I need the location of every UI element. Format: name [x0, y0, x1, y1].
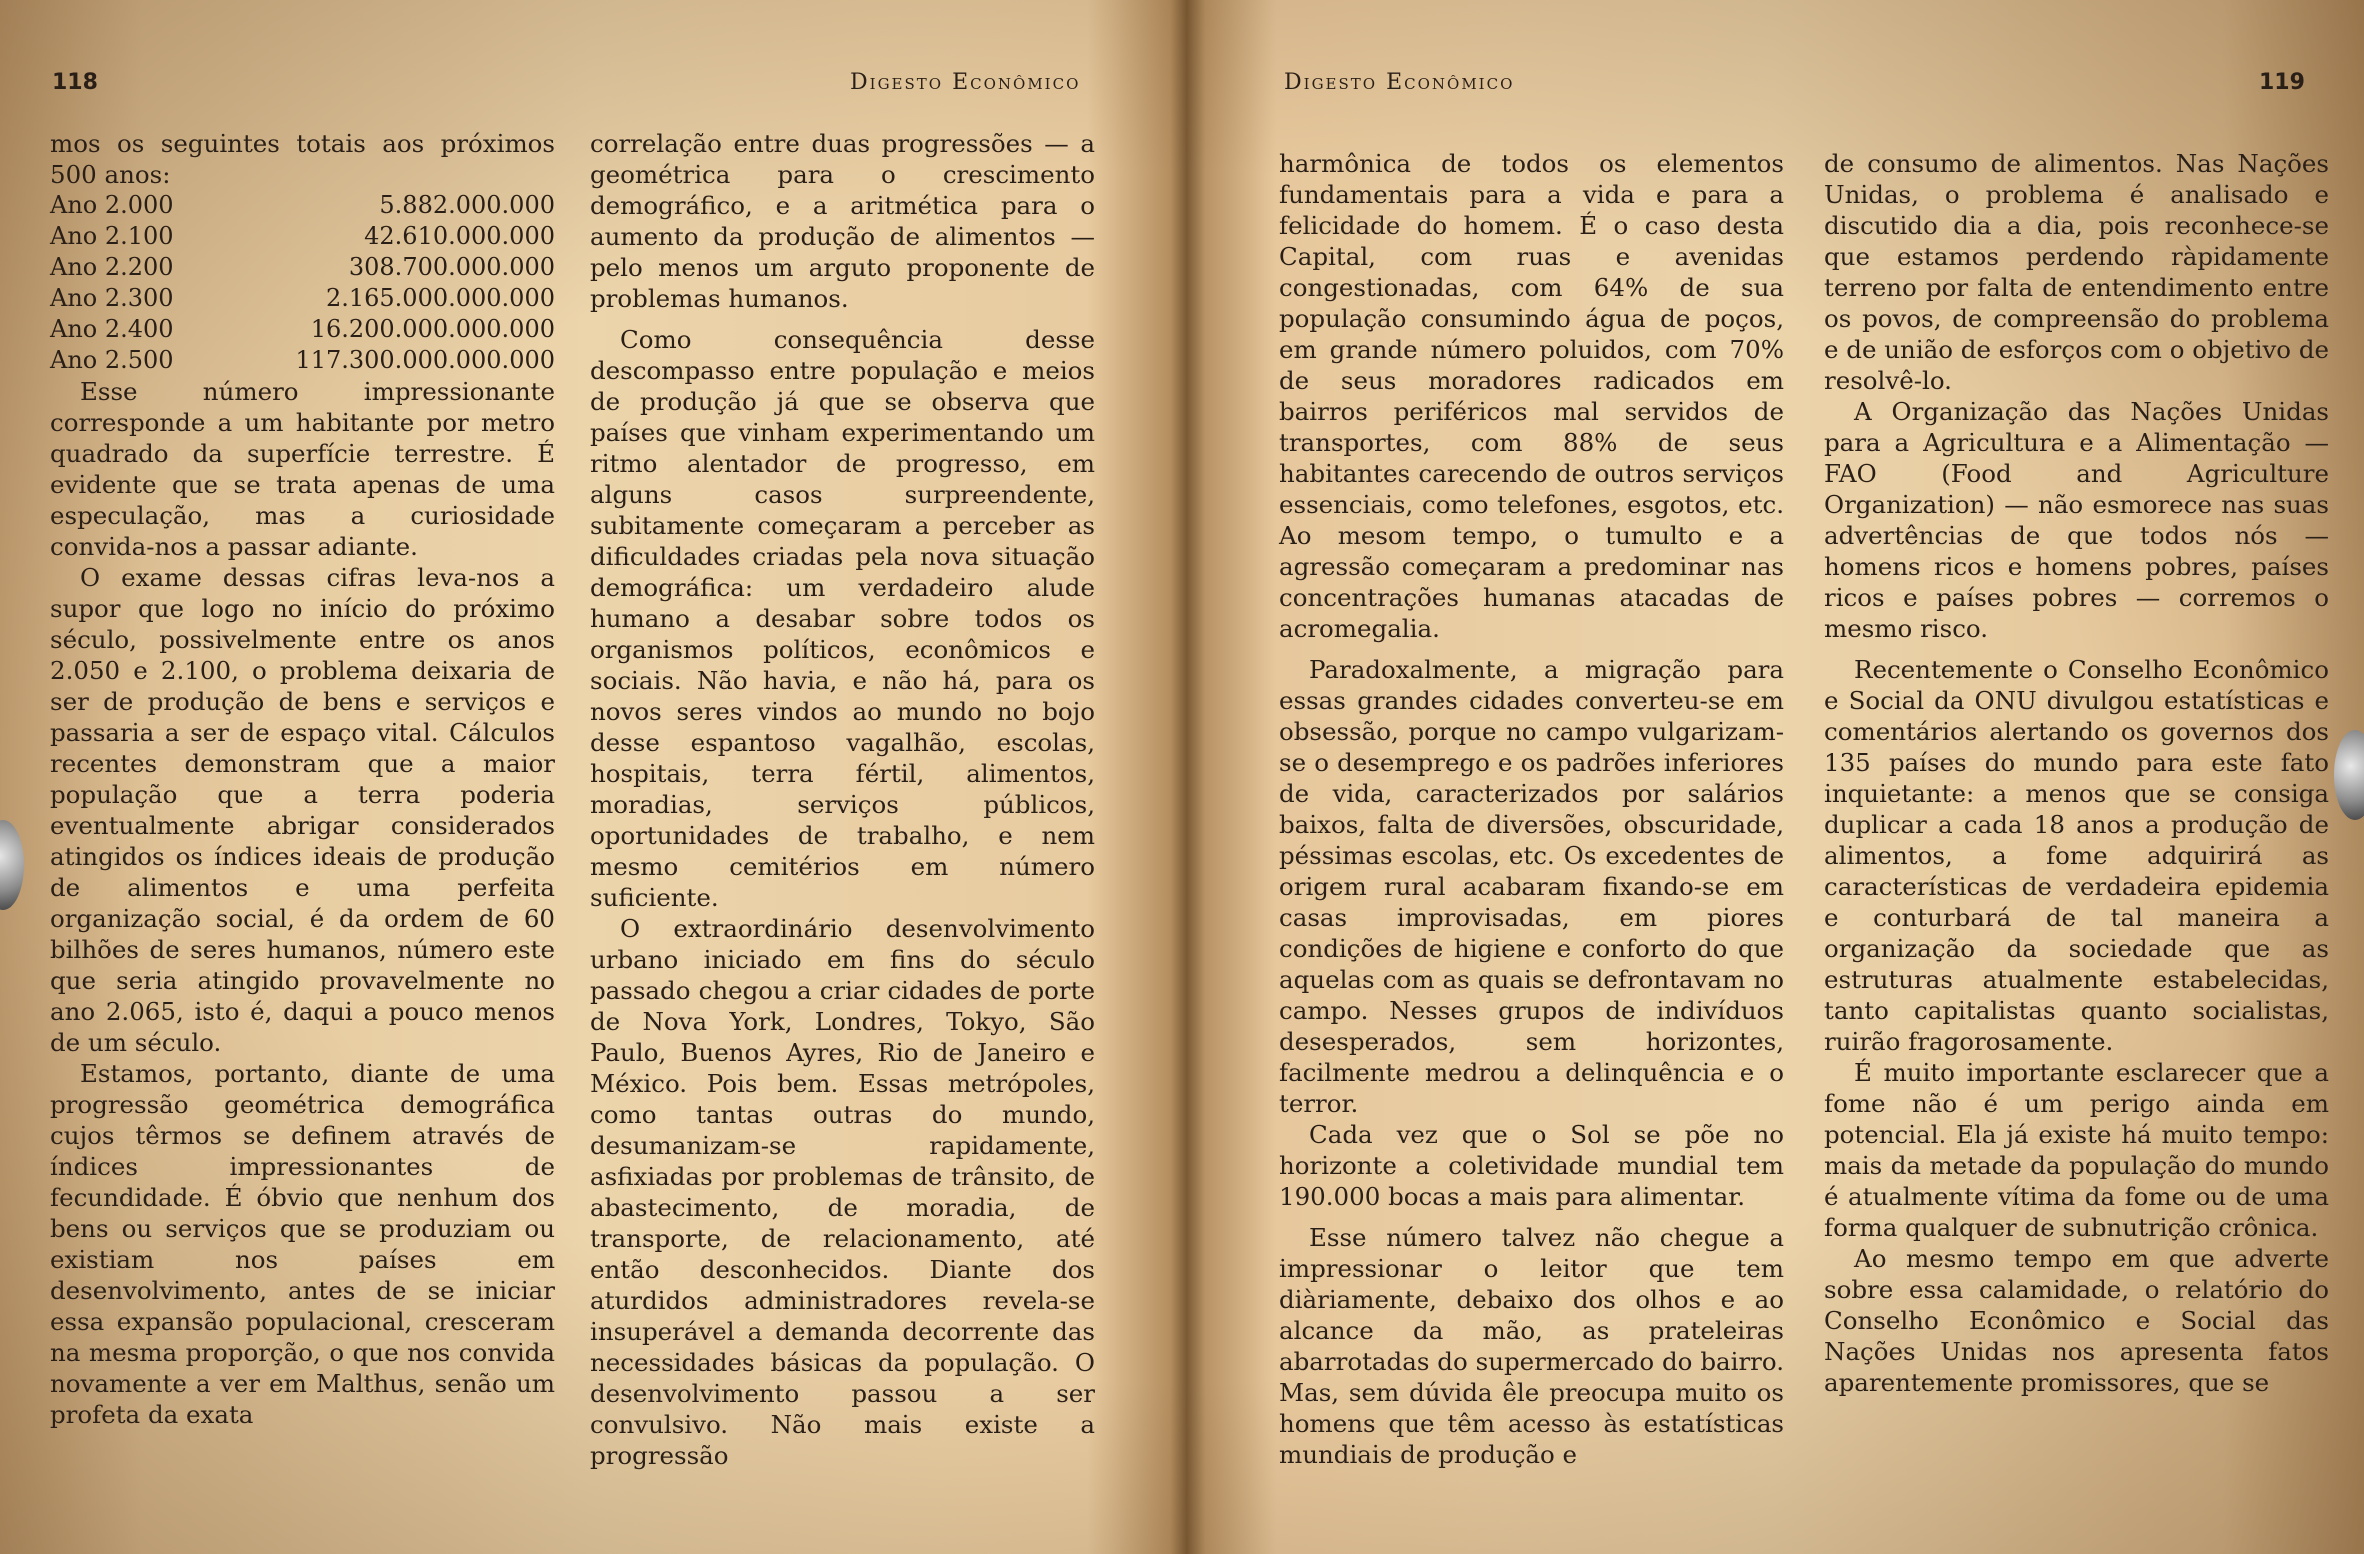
paragraph: correlação entre duas progressões — a geométrica para o crescimento demográfico, e a aritmética para o aumento da produção de alimentos — pelo menos um arguto proponente de problemas humanos.: [590, 129, 1095, 313]
page-number: 119: [2259, 70, 2305, 95]
table-row: Ano 2.300 2.165.000.000.000: [50, 284, 555, 312]
table-row: Ano 2.400 16.200.000.000.000: [50, 315, 555, 343]
staple-clip-icon: [0, 820, 24, 910]
right-page: [1184, 0, 2364, 1554]
paragraph: mos os seguintes totais aos próximos 500 anos:: [50, 129, 555, 189]
paragraph: O exame dessas cifras leva-nos a supor que logo no início do próximo século, possivelmente entre os anos 2.050 e 2.100, o problema deixaria de ser de produção de bens e serviços e passaria a ser de espaço vital. Cálculos recentes demonstram que a maior população que a terra poderia eventualmente abrigar considerados atingidos os índices ideais de produção de alimentos e uma perfeita organização social, é da ordem de 60 bilhões de seres humanos, número este que seria atingido provavelmente no ano 2.065, isto é, daqui a pouco menos de um século.: [50, 563, 555, 1057]
left-column-2: [590, 128, 1095, 1471]
paragraph: Paradoxalmente, a migração para essas grandes cidades converteu-se em obsessão, porque no campo vulgarizam-se o desemprego e os padrões inferiores de vida, caracterizados por salários baixos, falta de diversões, obscuridade, péssimas escolas, etc. Os excedentes de origem rural acabaram fixando-se em casas improvisadas, em piores condições de higiene e conforto do que aquelas com as quais se defrontavam no campo. Nesses grupos de indivíduos desesperados, sem horizontes, facilmente medrou a delinquência e o terror.: [1279, 655, 1784, 1118]
left-column-1: [50, 128, 555, 1430]
table-row: Ano 2.000 5.882.000.000: [50, 191, 555, 219]
paragraph: Cada vez que o Sol se põe no horizonte a coletividade mundial tem 190.000 bocas a mais para alimentar.: [1279, 1120, 1784, 1211]
paragraph: de consumo de alimentos. Nas Nações Unidas, o problema é analisado e discutido dia a dia, pois reconhece-se que estamos perdendo ràpidamente terreno por falta de entendimento entre os povos, de compreensão do problema e de união de esforços com o objetivo de resolvê-lo.: [1824, 149, 2330, 395]
table-row: Ano 2.500 117.300.000.000.000: [50, 346, 555, 374]
paragraph: O extraordinário desenvolvimento urbano iniciado em fins do século passado chegou a criar cidades de porte de Nova York, Londres, Tokyo, São Paulo, Buenos Ayres, Rio de Janeiro e México. Pois bem. Essas metrópoles, como tantas outras do mundo, desumanizam-se rapidamente, asfixiadas por problemas de trânsito, de abastecimento, de moradia, de transporte, de relacionamento, até então desconhecidos. Diante dos aturdidos administradores revela-se insuperável a demanda decorrente das necessidades básicas da população. O desenvolvimento passou a ser convulsivo. Não mais existe a progressão: [590, 914, 1095, 1470]
paragraph: Esse número impressionante corresponde a um habitante por metro quadrado da superfície terrestre. É evidente que se trata apenas de uma especulação, mas a curiosidade convida-nos a passar adiante.: [50, 377, 555, 561]
table-row: Ano 2.100 42.610.000.000: [50, 222, 555, 250]
paragraph: É muito importante esclarecer que a fome não é um perigo ainda em potencial. Ela já existe há muito tempo: mais da metade da população do mundo é atualmente vítima da fome ou de uma forma qualquer de subnutrição crônica.: [1824, 1058, 2329, 1242]
table-row: Ano 2.200 308.700.000.000: [50, 253, 555, 281]
staple-clip-icon: [2334, 730, 2364, 820]
right-column-2: [1824, 148, 2329, 1398]
paragraph: harmônica de todos os elementos fundamentais para a vida e para a felicidade do homem. É o caso desta Capital, com ruas e avenidas congestionadas, com 64% de sua população consumindo água de poços, em grande número poluidos, com 70% de seus moradores radicados em bairros periféricos mal servidos de transportes, com 88% de seus habitantes carecendo de outros serviços essenciais, como telefones, esgotos, etc. Ao mesom tempo, o tumulto e a agressão começaram a predominar nas concentrações humanas atacadas de acromegalia.: [1279, 149, 1784, 643]
paragraph: Recentemente o Conselho Econômico e Social da ONU divulgou estatísticas e comentários alertando os governos dos 135 países do mundo para este fato inquietante: a menos que se consiga duplicar a cada 18 anos a produção de alimentos, a fome adquirirá as características de verdadeira epidemia e conturbará de tal maneira a organização da sociedade que as estruturas atualmente estabelecidas, tanto capitalistas quanto socialistas, ruirão fragorosamente.: [1824, 655, 2329, 1056]
right-column-1: [1279, 148, 1784, 1470]
running-head: Digesto Econômico: [1284, 70, 1515, 95]
paragraph: Ao mesmo tempo em que adverte sobre essa calamidade, o relatório do Conselho Econômico e Social das Nações Unidas nos apresenta fatos aparentemente promissores, que se: [1824, 1244, 2329, 1397]
population-table: [50, 190, 555, 376]
running-head: Digesto Econômico: [850, 70, 1081, 95]
paragraph: A Organização das Nações Unidas para a Agricultura e a Alimentação — FAO (Food and Agriculture Organization) — não esmorece nas suas advertências de que todos nós — homens ricos e homens pobres, países ricos e países pobres — corremos o mesmo risco.: [1824, 397, 2329, 643]
left-page: [0, 0, 1180, 1554]
paragraph: Como consequência desse descompasso entre população e meios de produção já que se observa que países que vinham experimentando um ritmo alentador de progresso, em alguns casos surpreendente, subitamente começaram a perceber as dificuldades criadas pela nova situação demográfica: um verdadeiro alude humano a desabar sobre todos os organismos políticos, econômicos e sociais. Não havia, e não há, para os novos seres vindos ao mundo no bojo desse espantoso vagalhão, escolas, hospitais, terra fértil, alimentos, moradias, serviços públicos, oportunidades de trabalho, e nem mesmo cemitérios em número suficiente.: [590, 325, 1095, 912]
page-number: 118: [52, 70, 98, 95]
paragraph: Estamos, portanto, diante de uma progressão geométrica demográfica cujos têrmos se definem através de índices impressionantes de fecundidade. É óbvio que nenhum dos bens ou serviços que se produziam ou existiam nos países em desenvolvimento, antes de se iniciar essa expansão populacional, cresceram na mesma proporção, o que nos convida novamente a ver em Malthus, senão um profeta da exata: [50, 1059, 555, 1429]
paragraph: Esse número talvez não chegue a impressionar o leitor que tem diàriamente, debaixo dos olhos e ao alcance da mão, as prateleiras abarrotadas do supermercado do bairro. Mas, sem dúvida êle preocupa muito os homens que têm acesso às estatísticas mundiais de produção e: [1279, 1223, 1784, 1469]
